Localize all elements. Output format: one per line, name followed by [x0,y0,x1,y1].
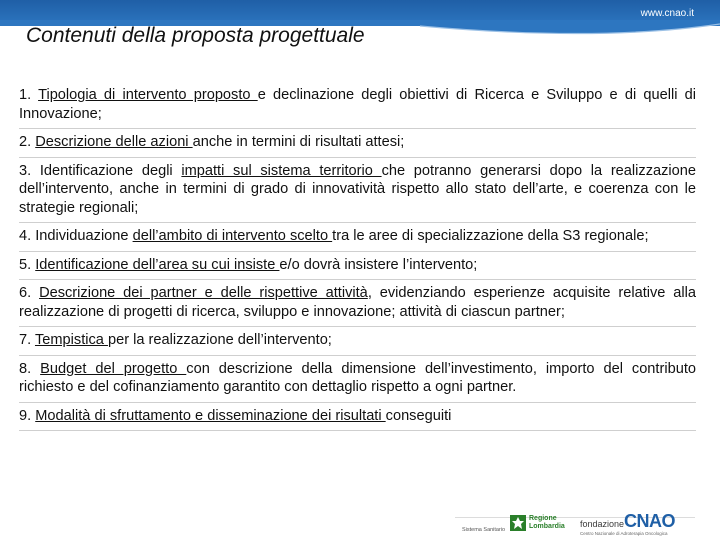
item-text: 8. [19,360,41,377]
item-text: 9. [19,407,36,424]
item-text: , evidenziando esperienze acquisite relative alla realizzazione di progetti di ricerca, sviluppo e innovazione; attività di ciascun partner; [19,285,697,320]
list-item [19,327,696,356]
list-item [19,252,696,281]
item-text: 1. [19,87,39,103]
underlined-text: Descrizione delle azioni [35,134,193,150]
content-list [19,82,696,431]
underlined-text: Descrizione dei partner e delle rispettive attività [39,285,368,301]
item-text: conseguiti [385,407,452,424]
underlined-text: Tempistica [34,332,108,348]
org-caption: Centro Nazionale di Adroterapia Oncologica [580,531,668,536]
item-text: con descrizione della dimensione dell’investimento, importo del contributo richiesto e del cofinanziamento garantito con dettaglio rispetto a ogni partner. [19,360,696,395]
item-text: per la realizzazione dell’intervento; [107,332,332,348]
underlined-text: Modalità di sfruttamento e disseminazione dei risultati [35,407,386,424]
item-text: 7. [19,332,35,348]
underlined-text: impatti sul sistema territorio [181,162,382,179]
item-text: e/o dovrà insistere l’intervento; [279,256,478,273]
list-item [19,403,696,432]
item-text: tra le aree di specializzazione della S3 regionale; [332,228,649,244]
item-text: 4. Individuazione [19,228,133,244]
item-text: 2. [19,134,36,150]
item-text: che potranno generarsi dopo la realizzazione dell’intervento, anche in termini di grado di innovatività rispetto allo stato dell’arte, e coerenza con le strategie regionali; [19,162,696,216]
item-text: 5. [19,256,36,273]
site-url[interactable]: www.cnao.it [640,8,694,19]
list-item [19,158,696,224]
underlined-text: dell’ambito di intervento scelto [132,228,333,244]
item-text: 3. Identificazione degli [19,162,182,179]
cnao-logo [580,511,675,531]
region-caption: Sistema Sanitario [462,527,506,533]
underlined-text: Tipologia di intervento proposto [38,87,258,103]
item-text: e declinazione degli obiettivi di Ricerca e Sviluppo e di quelli di Innovazione; [19,87,696,122]
list-item [19,356,696,403]
region-lombardia-logo-icon [510,515,526,531]
list-item [19,82,696,129]
item-text: anche in termini di risultati attesi; [192,134,405,150]
underlined-text: Identificazione dell’area su cui insiste [35,256,280,273]
item-text: 6. [19,285,40,301]
list-item [19,129,696,158]
underlined-text: Budget del progetto [40,360,187,377]
footer [0,505,720,540]
org-name: CNAO [624,511,676,531]
page-title: Contenuti della proposta progettuale [26,24,365,47]
list-item [19,280,696,327]
region-name: Regione Lombardia [529,515,565,530]
list-item [19,223,696,252]
org-prefix: fondazione [580,519,625,529]
